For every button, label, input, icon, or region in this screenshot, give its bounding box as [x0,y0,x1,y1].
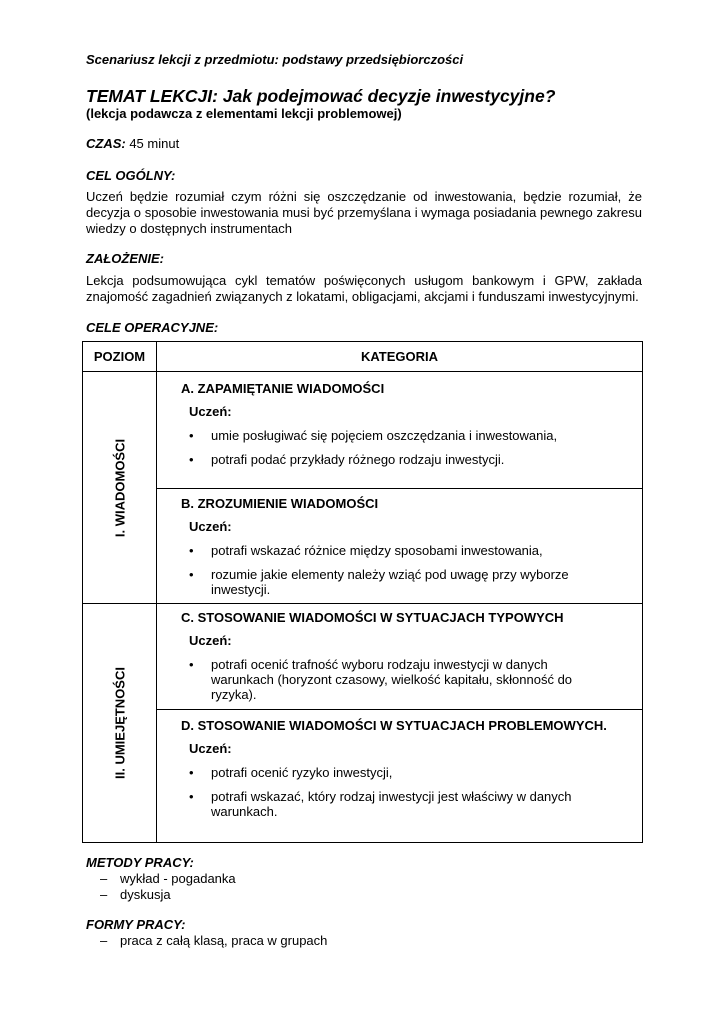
list-item: • potrafi wskazać, który rodzaj inwestycji jest właściwy w danych warunkach. [189,789,572,819]
list-item: – dyskusja [100,887,171,902]
dash-icon: – [100,871,108,886]
dash-icon: – [100,933,108,948]
time-value: 45 minut [125,136,180,151]
level-label-skills: II. UMIEJĘTNOŚCI [112,667,127,779]
time-label: CZAS: [86,136,126,151]
col-category-header: KATEGORIA [157,342,643,372]
table-header-row [83,342,643,372]
lesson-time [86,136,179,151]
dash-icon: – [100,887,108,902]
operational-goals-table [82,341,643,843]
goal-text: Uczeń będzie rozumiał czym różni się oszczędzanie od inwestowania, będzie rozumiał, że decyzja o sposobie inwestowania musi być przemyślana i wymaga posiadania pewnego zakresu wiedzy o dostępnych instrumentach [86,189,642,236]
methods-heading: METODY PRACY: [86,855,194,870]
category-title: C. STOSOWANIE WIADOMOŚCI W SYTUACJACH TYPOWYCH [181,610,564,625]
list-item: • potrafi podać przykłady różnego rodzaju inwestycji. [189,452,505,467]
list-item: – praca z całą klasą, praca w grupach [100,933,328,948]
bullet-icon: • [189,567,194,582]
table-row [83,604,643,710]
list-item: • potrafi ocenić ryzyko inwestycji, [189,765,393,780]
bullet-icon: • [189,789,194,804]
level-cell-skills [83,604,157,843]
bullet-icon: • [189,452,194,467]
level-cell-knowledge [83,372,157,604]
category-cell-c [157,604,643,710]
bullet-icon: • [189,543,194,558]
bullet-icon: • [189,428,194,443]
forms-heading: FORMY PRACY: [86,917,186,932]
category-title: D. STOSOWANIE WIADOMOŚCI W SYTUACJACH PROBLEMOWYCH. [181,718,607,733]
table-row [83,710,643,843]
category-title: A. ZAPAMIĘTANIE WIADOMOŚCI [181,381,385,396]
student-label: Uczeń: [189,404,232,419]
category-cell-d [157,710,643,843]
assumption-text: Lekcja podsumowująca cykl tematów poświęconych usługom bankowym i GPW, zakłada znajomość zagadnień związanych z lokatami, obligacjami, akcjami i funduszami inwestycyjnymi. [86,273,642,304]
student-label: Uczeń: [189,741,232,756]
list-item: • potrafi wskazać różnice między sposobami inwestowania, [189,543,543,558]
lesson-subtitle: Scenariusz lekcji z przedmiotu: podstawy przedsiębiorczości [86,52,464,67]
lesson-title-note: (lekcja podawcza z elementami lekcji problemowej) [86,106,402,121]
student-label: Uczeń: [189,633,232,648]
list-item: • potrafi ocenić trafność wyboru rodzaju inwestycji w danych warunkach (horyzont czasowy, wielkość kapitału, skłonność do ryzyka). [189,657,573,702]
bullet-icon: • [189,657,194,672]
table-row [83,372,643,489]
goal-heading: CEL OGÓLNY: [86,168,176,183]
assumption-heading: ZAŁOŻENIE: [86,251,164,266]
category-cell-a [157,372,643,489]
lesson-title: TEMAT LEKCJI: Jak podejmować decyzje inwestycyjne? [86,86,556,106]
student-label: Uczeń: [189,519,232,534]
level-label-knowledge: I. WIADOMOŚCI [112,438,127,537]
list-item: – wykład - pogadanka [100,871,236,886]
col-level-header: POZIOM [83,342,157,372]
category-cell-b [157,489,643,604]
bullet-icon: • [189,765,194,780]
operational-heading: CELE OPERACYJNE: [86,320,219,335]
category-title: B. ZROZUMIENIE WIADOMOŚCI [181,496,379,511]
list-item: • umie posługiwać się pojęciem oszczędzania i inwestowania, [189,428,558,443]
list-item: • rozumie jakie elementy należy wziąć pod uwagę przy wyborze inwestycji. [189,567,569,597]
table-row [83,489,643,604]
